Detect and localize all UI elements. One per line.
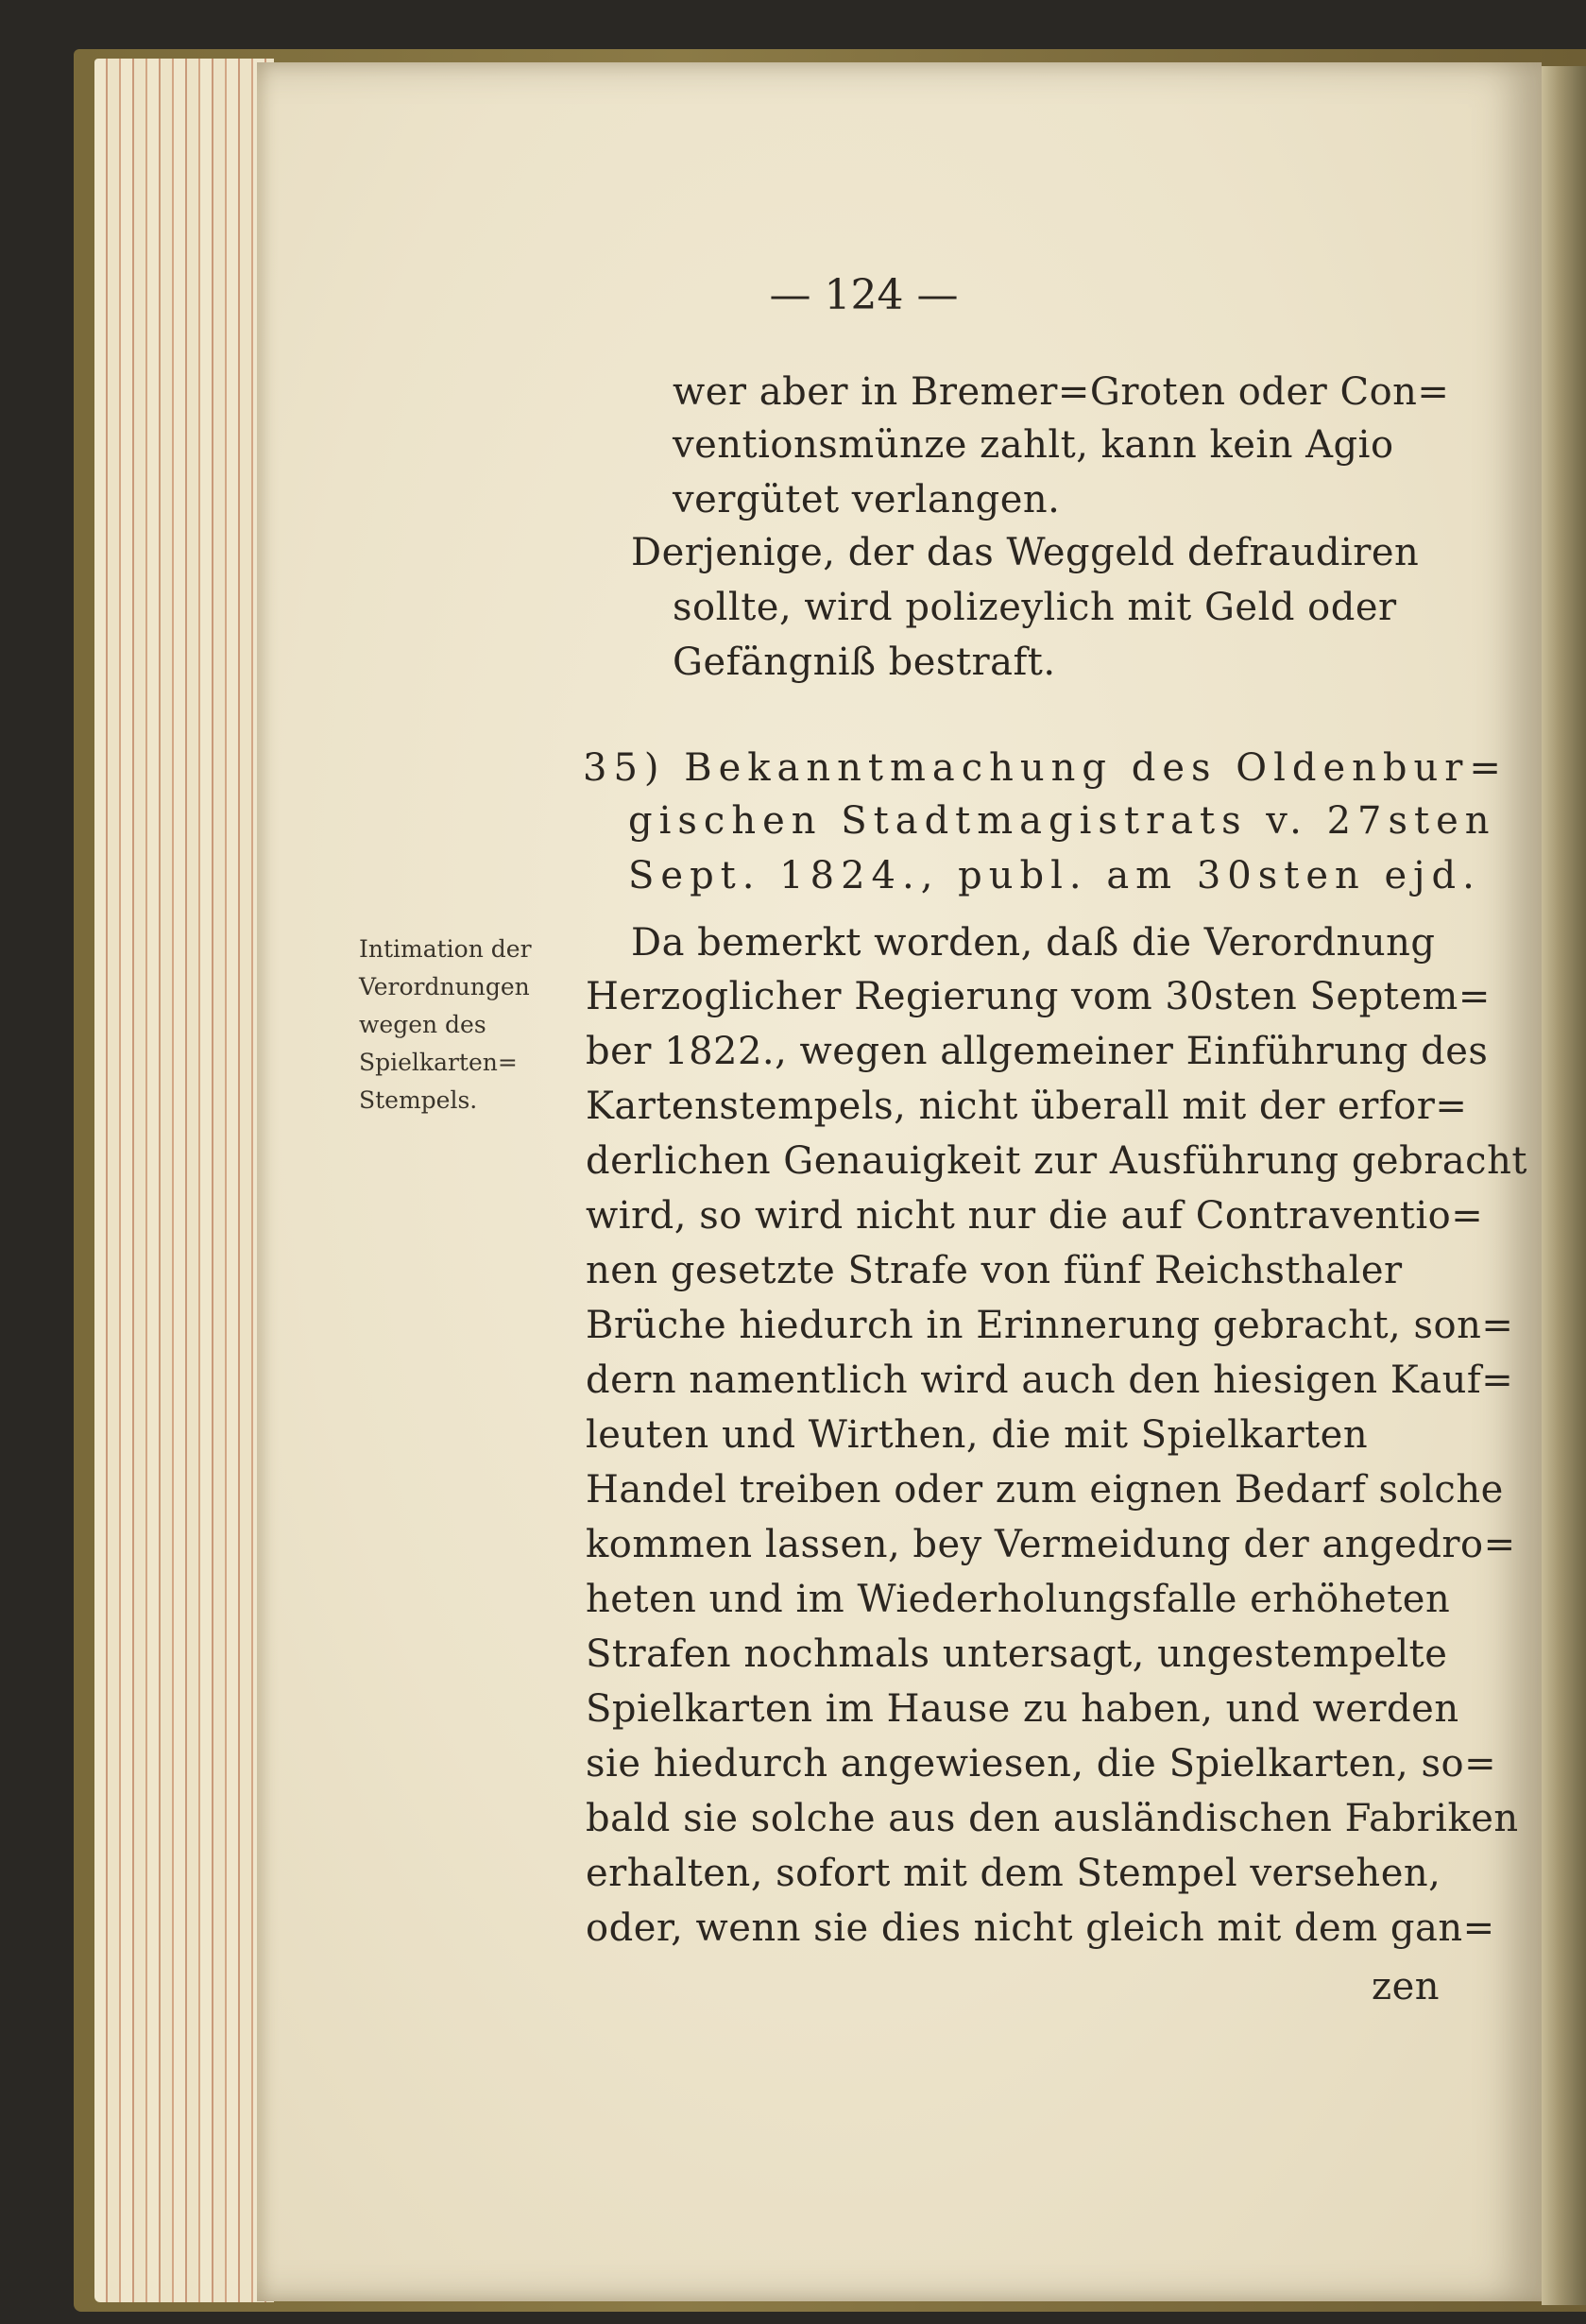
- body-line: wird, so wird nicht nur die auf Contraventio=: [586, 1194, 1484, 1238]
- body-line: Strafen nochmals untersagt, ungestempelte: [586, 1632, 1448, 1676]
- facing-page-edge: [1542, 66, 1586, 2305]
- body-line: erhalten, sofort mit dem Stempel versehen,: [586, 1852, 1441, 1895]
- intro-line: Derjenige, der das Weggeld defraudiren: [631, 531, 1420, 574]
- body-line: leuten und Wirthen, die mit Spielkarten: [586, 1413, 1369, 1457]
- margin-note-line: Spielkarten=: [359, 1049, 518, 1076]
- body-line: ber 1822., wegen allgemeiner Einführung des: [586, 1030, 1489, 1073]
- margin-note-line: Verordnungen: [359, 973, 530, 1000]
- page-number: — 124 —: [769, 271, 959, 319]
- body-line: Da bemerkt worden, daß die Verordnung: [631, 921, 1436, 965]
- page-edges: [94, 59, 274, 2302]
- body-line: Kartenstempels, nicht überall mit der erfor=: [586, 1085, 1468, 1128]
- intro-line: sollte, wird polizeylich mit Geld oder: [673, 586, 1397, 629]
- body-line: Brüche hiedurch in Erinnerung gebracht, son=: [586, 1304, 1514, 1347]
- body-line: derlichen Genauigkeit zur Ausführung gebracht: [586, 1139, 1527, 1183]
- margin-note-line: wegen des: [359, 1011, 486, 1038]
- body-line: sie hiedurch angewiesen, die Spielkarten, so=: [586, 1742, 1497, 1786]
- body-line: Handel treiben oder zum eignen Bedarf solche: [586, 1468, 1504, 1512]
- body-line: Spielkarten im Hause zu haben, und werden: [586, 1687, 1459, 1731]
- body-line: Herzoglicher Regierung vom 30sten Septem=: [586, 975, 1491, 1018]
- body-line: kommen lassen, bey Vermeidung der angedro=: [586, 1523, 1516, 1566]
- section-heading-line: 35) Bekanntmachung des Oldenbur=: [583, 746, 1508, 790]
- body-line: nen gesetzte Strafe von fünf Reichsthaler: [586, 1249, 1403, 1292]
- body-line: dern namentlich wird auch den hiesigen Kauf=: [586, 1359, 1514, 1402]
- margin-note-line: Stempels.: [359, 1086, 478, 1114]
- intro-line: Gefängniß bestraft.: [673, 641, 1056, 684]
- body-line: heten und im Wiederholungsfalle erhöheten: [586, 1578, 1451, 1621]
- body-line: oder, wenn sie dies nicht gleich mit dem gan=: [586, 1906, 1495, 1950]
- catchword: zen: [1372, 1965, 1441, 2008]
- section-heading-line: Sept. 1824., publ. am 30sten ejd.: [628, 854, 1481, 897]
- intro-line: ventionsmünze zahlt, kann kein Agio: [673, 423, 1394, 467]
- margin-note-line: Intimation der: [359, 935, 532, 963]
- intro-line: wer aber in Bremer=Groten oder Con=: [673, 370, 1450, 414]
- section-heading-line: gischen Stadtmagistrats v. 27sten: [628, 799, 1496, 843]
- intro-line: vergütet verlangen.: [673, 478, 1061, 521]
- body-line: bald sie solche aus den ausländischen Fabriken: [586, 1797, 1519, 1840]
